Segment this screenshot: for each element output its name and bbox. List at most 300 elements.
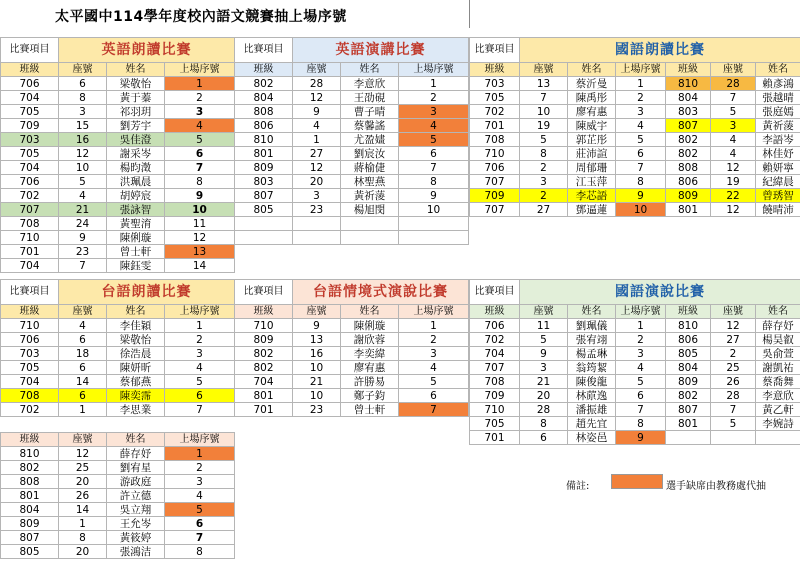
table-cell <box>293 217 341 231</box>
table-cell: 1 <box>165 77 235 91</box>
table-cell: 20 <box>59 545 107 559</box>
table-cell: 8 <box>520 417 568 431</box>
col-name: 姓名 <box>756 63 800 77</box>
table-cell: 3 <box>520 175 568 189</box>
table-cell <box>235 231 293 245</box>
table-cell: 810 <box>666 319 711 333</box>
table-cell: 810 <box>666 77 711 91</box>
table-cell: 吳佳澄 <box>107 133 165 147</box>
table-row <box>470 189 800 203</box>
table-cell: 鄭子鈞 <box>341 389 399 403</box>
table-cell: 許勝易 <box>341 375 399 389</box>
table-cell: 劉芳宇 <box>107 119 165 133</box>
table-cell: 702 <box>1 189 59 203</box>
table-cell: 806 <box>666 175 711 189</box>
table-cell: 6 <box>399 389 469 403</box>
table-cell: 704 <box>470 347 520 361</box>
table-cell: 祁羽玥 <box>107 105 165 119</box>
table-cell: 6 <box>616 389 666 403</box>
table-cell: 709 <box>1 119 59 133</box>
table-row <box>1 77 235 91</box>
col-name: 姓名 <box>568 305 616 319</box>
table-cell <box>341 217 399 231</box>
taiwanese-speech-title: 台語情境式演說比賽 <box>293 280 469 305</box>
table-cell: 3 <box>165 105 235 119</box>
table-cell: 7 <box>711 91 756 105</box>
table-cell: 5 <box>616 133 666 147</box>
table-cell: 14 <box>59 375 107 389</box>
table-cell: 陳禹彤 <box>568 91 616 105</box>
table-cell: 704 <box>1 375 59 389</box>
table-cell: 8 <box>165 175 235 189</box>
table-cell: 3 <box>616 347 666 361</box>
table-cell: 809 <box>1 517 59 531</box>
table-cell: 黃乙軒 <box>756 403 800 417</box>
table-row <box>1 319 235 333</box>
table-row <box>1 375 235 389</box>
table-cell: 706 <box>1 175 59 189</box>
table-cell <box>756 431 800 445</box>
category-label: 比賽項目 <box>235 280 293 305</box>
table-cell: 劉珮儀 <box>568 319 616 333</box>
col-seat: 座號 <box>59 433 107 447</box>
english-speech-title: 英語演講比賽 <box>293 38 469 63</box>
table-cell: 林姿邑 <box>568 431 616 445</box>
col-order: 上場序號 <box>165 63 235 77</box>
table-cell: 許立德 <box>107 489 165 503</box>
table-cell: 12 <box>165 231 235 245</box>
table-cell: 林聖燕 <box>341 175 399 189</box>
col-name: 姓名 <box>756 305 800 319</box>
table-cell: 2 <box>165 461 235 475</box>
table-row <box>235 375 469 389</box>
table-cell: 11 <box>520 319 568 333</box>
table-cell: 3 <box>711 119 756 133</box>
table-cell: 803 <box>235 175 293 189</box>
table-cell: 6 <box>59 361 107 375</box>
table-cell: 翁筠絜 <box>568 361 616 375</box>
table-cell: 10 <box>616 203 666 217</box>
col-seat: 座號 <box>520 63 568 77</box>
table-cell: 12 <box>711 203 756 217</box>
table-cell: 徐浩晨 <box>107 347 165 361</box>
table-cell: 蔡喬舞 <box>756 375 800 389</box>
table-cell: 5 <box>399 375 469 389</box>
category-label: 比賽項目 <box>1 280 59 305</box>
table-row <box>235 175 469 189</box>
table-cell: 李佳穎 <box>107 319 165 333</box>
table-cell: 張鴻洁 <box>107 545 165 559</box>
table-cell: 9 <box>616 189 666 203</box>
table-cell: 703 <box>1 347 59 361</box>
table-cell: 潘振雄 <box>568 403 616 417</box>
table-cell: 3 <box>165 475 235 489</box>
table-cell: 702 <box>470 333 520 347</box>
table-cell: 803 <box>666 105 711 119</box>
note-color-swatch <box>611 474 663 489</box>
category-label: 比賽項目 <box>470 38 520 63</box>
table-cell: 12 <box>711 161 756 175</box>
table-cell <box>293 231 341 245</box>
col-name: 姓名 <box>341 63 399 77</box>
table-cell: 7 <box>165 403 235 417</box>
mandarin-speech-table <box>469 279 800 445</box>
table-cell: 704 <box>1 91 59 105</box>
table-row <box>470 91 800 105</box>
table-cell: 9 <box>165 189 235 203</box>
table-cell: 810 <box>235 133 293 147</box>
table-cell: 李語岑 <box>756 133 800 147</box>
table-cell: 蔡馨謠 <box>341 119 399 133</box>
table-cell: 4 <box>399 119 469 133</box>
table-cell: 5 <box>165 503 235 517</box>
table-cell: 710 <box>235 319 293 333</box>
table-cell: 4 <box>293 119 341 133</box>
table-cell: 1 <box>165 319 235 333</box>
table-cell: 13 <box>520 77 568 91</box>
table-cell: 郭芷彤 <box>568 133 616 147</box>
table-cell: 楊昊叡 <box>756 333 800 347</box>
table-cell: 802 <box>666 133 711 147</box>
table-row <box>1 189 235 203</box>
table-row <box>470 389 800 403</box>
table-cell: 10 <box>59 161 107 175</box>
table-cell: 24 <box>59 217 107 231</box>
table-cell: 李婉詩 <box>756 417 800 431</box>
table-row <box>1 531 235 545</box>
table-row <box>470 319 800 333</box>
table-cell: 曾士軒 <box>341 403 399 417</box>
table-cell: 4 <box>165 489 235 503</box>
table-row <box>235 389 469 403</box>
table-cell: 18 <box>59 347 107 361</box>
table-row <box>470 119 800 133</box>
table-row <box>470 175 800 189</box>
table-row <box>1 91 235 105</box>
table-cell: 23 <box>293 203 341 217</box>
col-seat: 座號 <box>59 63 107 77</box>
table-cell: 6 <box>616 147 666 161</box>
table-cell: 805 <box>235 203 293 217</box>
table-cell: 8 <box>59 531 107 545</box>
table-cell: 陳奕霈 <box>107 389 165 403</box>
mandarin-reading-title: 國語朗讀比賽 <box>520 38 800 63</box>
table-cell: 2 <box>165 91 235 105</box>
table-cell: 陳俊龍 <box>568 375 616 389</box>
table-cell: 704 <box>235 375 293 389</box>
table-row <box>1 105 235 119</box>
table-cell: 廖宥惠 <box>568 105 616 119</box>
table-cell: 楊昀澂 <box>107 161 165 175</box>
table-cell: 702 <box>1 403 59 417</box>
table-cell: 21 <box>520 375 568 389</box>
table-cell: 謝凱祐 <box>756 361 800 375</box>
table-cell: 26 <box>59 489 107 503</box>
table-cell: 12 <box>59 447 107 461</box>
table-cell: 27 <box>520 203 568 217</box>
table-cell: 9 <box>293 319 341 333</box>
col-name: 姓名 <box>568 63 616 77</box>
table-row <box>470 375 800 389</box>
table-cell: 19 <box>520 119 568 133</box>
table-cell: 3 <box>399 105 469 119</box>
table-cell: 706 <box>1 333 59 347</box>
table-cell: 708 <box>470 133 520 147</box>
table-cell: 809 <box>235 161 293 175</box>
table-row <box>235 147 469 161</box>
table-cell: 701 <box>470 119 520 133</box>
table-cell: 8 <box>616 417 666 431</box>
table-cell: 6 <box>165 147 235 161</box>
table-cell: 7 <box>711 403 756 417</box>
table-cell: 陳俐璇 <box>341 319 399 333</box>
table-cell: 12 <box>711 319 756 333</box>
table-cell: 707 <box>470 203 520 217</box>
table-row <box>235 319 469 333</box>
divider-line <box>469 0 470 28</box>
table-cell: 807 <box>666 403 711 417</box>
table-cell: 802 <box>666 389 711 403</box>
table-row <box>235 217 469 231</box>
col-name: 姓名 <box>107 305 165 319</box>
table-cell: 梁敬怡 <box>107 77 165 91</box>
taiwanese-reading-table <box>0 279 235 417</box>
table-cell: 1 <box>616 77 666 91</box>
table-cell: 7 <box>165 531 235 545</box>
table-cell: 3 <box>59 105 107 119</box>
table-cell: 趙先宜 <box>568 417 616 431</box>
table-cell: 賴妍寧 <box>756 161 800 175</box>
table-cell: 9 <box>59 231 107 245</box>
table-cell: 809 <box>666 189 711 203</box>
table-cell: 3 <box>293 189 341 203</box>
table-cell: 14 <box>165 259 235 273</box>
table-cell: 28 <box>520 403 568 417</box>
table-cell: 805 <box>1 545 59 559</box>
table-cell: 吳立翔 <box>107 503 165 517</box>
table-cell: 4 <box>399 361 469 375</box>
col-seat: 座號 <box>293 305 341 319</box>
table-cell: 游政庭 <box>107 475 165 489</box>
table-row <box>470 147 800 161</box>
table-cell: 807 <box>235 189 293 203</box>
table-row <box>1 119 235 133</box>
table-cell: 饒晴沛 <box>756 203 800 217</box>
table-cell: 707 <box>470 175 520 189</box>
table-cell <box>399 217 469 231</box>
table-cell: 807 <box>666 119 711 133</box>
table-cell: 6 <box>165 389 235 403</box>
taiwanese-speech-table <box>234 279 469 417</box>
table-cell: 26 <box>711 375 756 389</box>
mandarin-reading-table <box>469 37 800 217</box>
table-cell <box>341 231 399 245</box>
table-cell: 19 <box>711 175 756 189</box>
col-order: 上場序號 <box>399 305 469 319</box>
table-cell: 5 <box>520 133 568 147</box>
english-speech-table <box>234 37 469 245</box>
table-cell: 6 <box>399 147 469 161</box>
table-cell: 801 <box>235 147 293 161</box>
col-name: 姓名 <box>341 305 399 319</box>
table-row <box>1 503 235 517</box>
table-cell: 16 <box>293 347 341 361</box>
table-cell: 6 <box>520 431 568 445</box>
table-cell: 808 <box>235 105 293 119</box>
table-cell: 4 <box>616 361 666 375</box>
table-cell: 27 <box>711 333 756 347</box>
table-cell <box>235 217 293 231</box>
table-cell: 706 <box>470 161 520 175</box>
table-cell: 曹子晴 <box>341 105 399 119</box>
table-cell: 11 <box>165 217 235 231</box>
table-row <box>1 333 235 347</box>
table-cell: 4 <box>711 133 756 147</box>
table-cell: 710 <box>1 231 59 245</box>
table-cell: 21 <box>293 375 341 389</box>
table-cell: 802 <box>235 361 293 375</box>
table-cell: 2 <box>520 161 568 175</box>
table-cell: 802 <box>235 77 293 91</box>
category-label: 比賽項目 <box>470 280 520 305</box>
table-cell: 13 <box>165 245 235 259</box>
table-cell: 曾士軒 <box>107 245 165 259</box>
table-cell: 27 <box>293 147 341 161</box>
table-row <box>1 361 235 375</box>
table-cell: 9 <box>520 347 568 361</box>
table-cell: 707 <box>1 203 59 217</box>
table-cell: 706 <box>470 319 520 333</box>
table-cell: 謝欣蓉 <box>341 333 399 347</box>
table-row <box>235 347 469 361</box>
table-cell: 804 <box>666 361 711 375</box>
table-row <box>470 203 800 217</box>
table-cell: 1 <box>293 133 341 147</box>
page-title: 太平國中114學年度校內語文競賽抽上場序號 <box>55 9 347 25</box>
table-cell: 2 <box>399 333 469 347</box>
table-cell: 6 <box>59 333 107 347</box>
table-cell: 701 <box>470 431 520 445</box>
table-cell: 5 <box>711 105 756 119</box>
table-cell: 801 <box>666 203 711 217</box>
table-cell: 804 <box>1 503 59 517</box>
table-cell: 10 <box>520 105 568 119</box>
table-row <box>235 361 469 375</box>
table-cell: 5 <box>59 175 107 189</box>
col-order: 上場序號 <box>616 63 666 77</box>
table-cell: 5 <box>399 133 469 147</box>
table-row <box>1 161 235 175</box>
table-cell: 廖宥惠 <box>341 361 399 375</box>
col-class: 班級 <box>470 305 520 319</box>
table-cell: 28 <box>293 77 341 91</box>
table-row <box>235 119 469 133</box>
table-cell: 7 <box>165 161 235 175</box>
table-cell: 9 <box>616 431 666 445</box>
table-cell: 20 <box>520 389 568 403</box>
table-cell: 28 <box>711 77 756 91</box>
table-cell: 10 <box>293 361 341 375</box>
table-row <box>1 231 235 245</box>
table-cell: 804 <box>666 91 711 105</box>
table-cell: 劉宸汝 <box>341 147 399 161</box>
table-cell: 28 <box>711 389 756 403</box>
table-cell: 7 <box>59 259 107 273</box>
table-row <box>1 389 235 403</box>
table-cell: 曾琇智 <box>756 189 800 203</box>
table-cell: 陳妍昕 <box>107 361 165 375</box>
table-cell: 4 <box>59 319 107 333</box>
table-cell: 7 <box>616 403 666 417</box>
table-cell: 江玉萍 <box>568 175 616 189</box>
table-cell: 704 <box>1 161 59 175</box>
table-cell: 6 <box>59 77 107 91</box>
table-row <box>235 333 469 347</box>
table-cell: 張宥翊 <box>568 333 616 347</box>
table-cell: 20 <box>59 475 107 489</box>
table-row <box>470 347 800 361</box>
table-row <box>1 447 235 461</box>
col-seat: 座號 <box>293 63 341 77</box>
table-cell: 紀緯晨 <box>756 175 800 189</box>
table-cell: 9 <box>399 189 469 203</box>
table-row <box>1 133 235 147</box>
table-cell: 王允岑 <box>107 517 165 531</box>
table-cell: 尤盈嫿 <box>341 133 399 147</box>
table-cell: 黃筱婷 <box>107 531 165 545</box>
table-cell: 薛存妤 <box>107 447 165 461</box>
col-seat: 座號 <box>711 63 756 77</box>
table-cell: 1 <box>165 447 235 461</box>
table-cell: 張越晴 <box>756 91 800 105</box>
table-cell: 張庭嫣 <box>756 105 800 119</box>
table-cell: 黃于蓁 <box>107 91 165 105</box>
table-cell: 2 <box>165 333 235 347</box>
table-cell: 蔣榆倢 <box>341 161 399 175</box>
table-cell: 810 <box>1 447 59 461</box>
table-cell: 25 <box>711 361 756 375</box>
table-cell: 黃聖淯 <box>107 217 165 231</box>
table-cell: 801 <box>1 489 59 503</box>
table-row <box>235 77 469 91</box>
table-cell: 李意欣 <box>341 77 399 91</box>
table-row <box>470 105 800 119</box>
table-cell: 3 <box>616 105 666 119</box>
table-cell: 3 <box>399 347 469 361</box>
table-cell: 23 <box>293 403 341 417</box>
table-cell <box>711 431 756 445</box>
table-row <box>1 245 235 259</box>
table-cell: 23 <box>59 245 107 259</box>
table-cell: 6 <box>165 517 235 531</box>
table-cell: 16 <box>59 133 107 147</box>
table-cell: 704 <box>1 259 59 273</box>
table-row <box>1 489 235 503</box>
table-cell: 李思業 <box>107 403 165 417</box>
table-row <box>1 347 235 361</box>
table-cell: 705 <box>1 147 59 161</box>
table-cell: 楊孟琳 <box>568 347 616 361</box>
table-cell: 8 <box>165 545 235 559</box>
table-cell: 謝采岑 <box>107 147 165 161</box>
table-cell: 22 <box>711 189 756 203</box>
table-row <box>1 203 235 217</box>
table-cell: 李芯語 <box>568 189 616 203</box>
table-cell: 1 <box>59 403 107 417</box>
table-cell: 楊旭閔 <box>341 203 399 217</box>
table-row <box>1 217 235 231</box>
col-order: 上場序號 <box>165 433 235 447</box>
